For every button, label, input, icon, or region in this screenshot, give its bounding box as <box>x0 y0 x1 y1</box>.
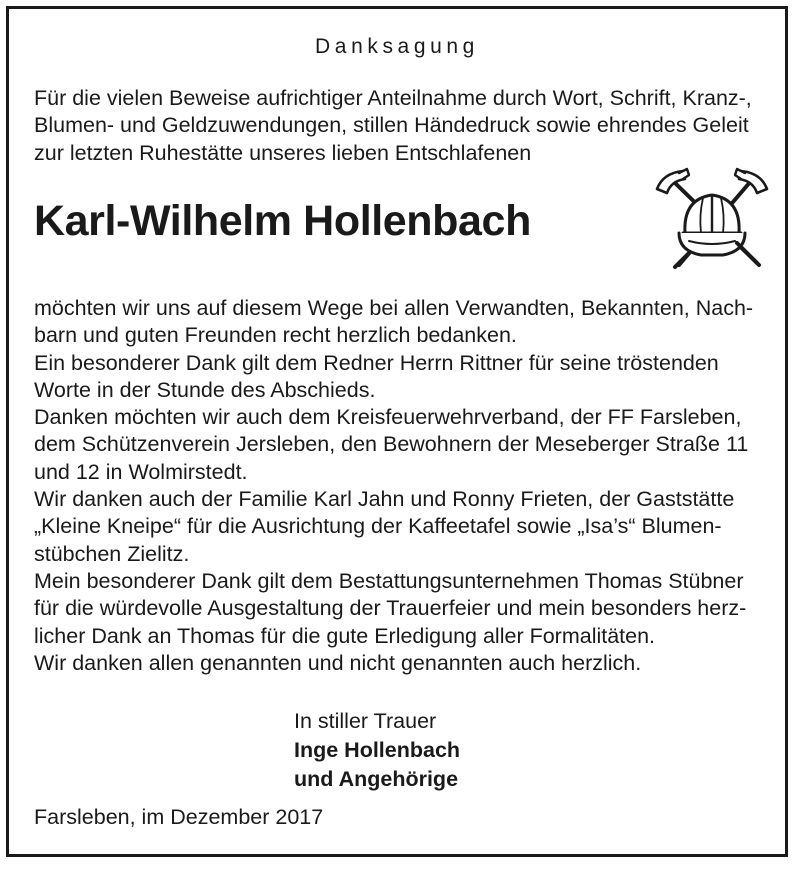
body-line: Worte in der Stunde des Abschieds. <box>34 377 376 402</box>
body-line: möchten wir uns auf diesem Wege bei allen Verwandten, Bekannten, Nach- <box>34 296 754 320</box>
body-line: licher Dank an Thomas für die gute Erledigung aller Formalitäten. <box>34 623 656 648</box>
body-line: „Kleine Kneipe“ für die Ausrichtung der Kaffeetafel sowie „Isa’s“ Blumen- <box>34 514 722 539</box>
signature-relatives: und Angehörige <box>294 767 459 791</box>
place-and-date: Farsleben, im Dezember 2017 <box>34 805 324 829</box>
intro-line: zur letzten Ruhestätte unseres lieben Entschlafenen <box>34 140 532 165</box>
signature-name: Inge Hollenbach <box>294 738 461 762</box>
body-paragraph <box>34 295 774 677</box>
body-line: barn und guten Freunden recht herzlich bedanken. <box>34 323 517 348</box>
intro-paragraph <box>34 85 774 167</box>
body-line: Ein besonderer Dank gilt dem Redner Herrn Rittner für seine tröstenden <box>34 350 719 375</box>
body-line: und 12 in Wolmirstedt. <box>34 459 248 484</box>
signature-line-mourning: In stiller Trauer <box>294 709 437 733</box>
intro-line: Blumen- und Geldzuwendungen, stillen Händedruck sowie ehrendes Geleit <box>34 113 749 138</box>
obituary-notice <box>6 6 788 857</box>
signature-block <box>294 707 460 794</box>
body-line: dem Schützenverein Jersleben, den Bewohnern der Meseberger Straße 11 <box>34 432 749 457</box>
body-line: stübchen Zielitz. <box>34 541 190 566</box>
body-line: für die würdevolle Ausgestaltung der Trauerfeier und mein besonders herz- <box>34 596 747 621</box>
notice-heading: Danksagung <box>315 35 479 58</box>
body-line: Mein besonderer Dank gilt dem Bestattungsunternehmen Thomas Stübner <box>34 568 744 593</box>
firefighter-helmet-crossed-axes-icon <box>649 167 775 271</box>
deceased-name: Karl-Wilhelm Hollenbach <box>34 197 531 245</box>
body-line: Wir danken auch der Familie Karl Jahn und Ronny Frieten, der Gaststätte <box>34 487 735 512</box>
body-line: Wir danken allen genannten und nicht genannten auch herzlich. <box>34 650 642 675</box>
intro-line: Für die vielen Beweise aufrichtiger Anteilnahme durch Wort, Schrift, Kranz-, <box>34 86 752 110</box>
body-line: Danken möchten wir auch dem Kreisfeuerwehrverband, der FF Farsleben, <box>34 405 742 430</box>
